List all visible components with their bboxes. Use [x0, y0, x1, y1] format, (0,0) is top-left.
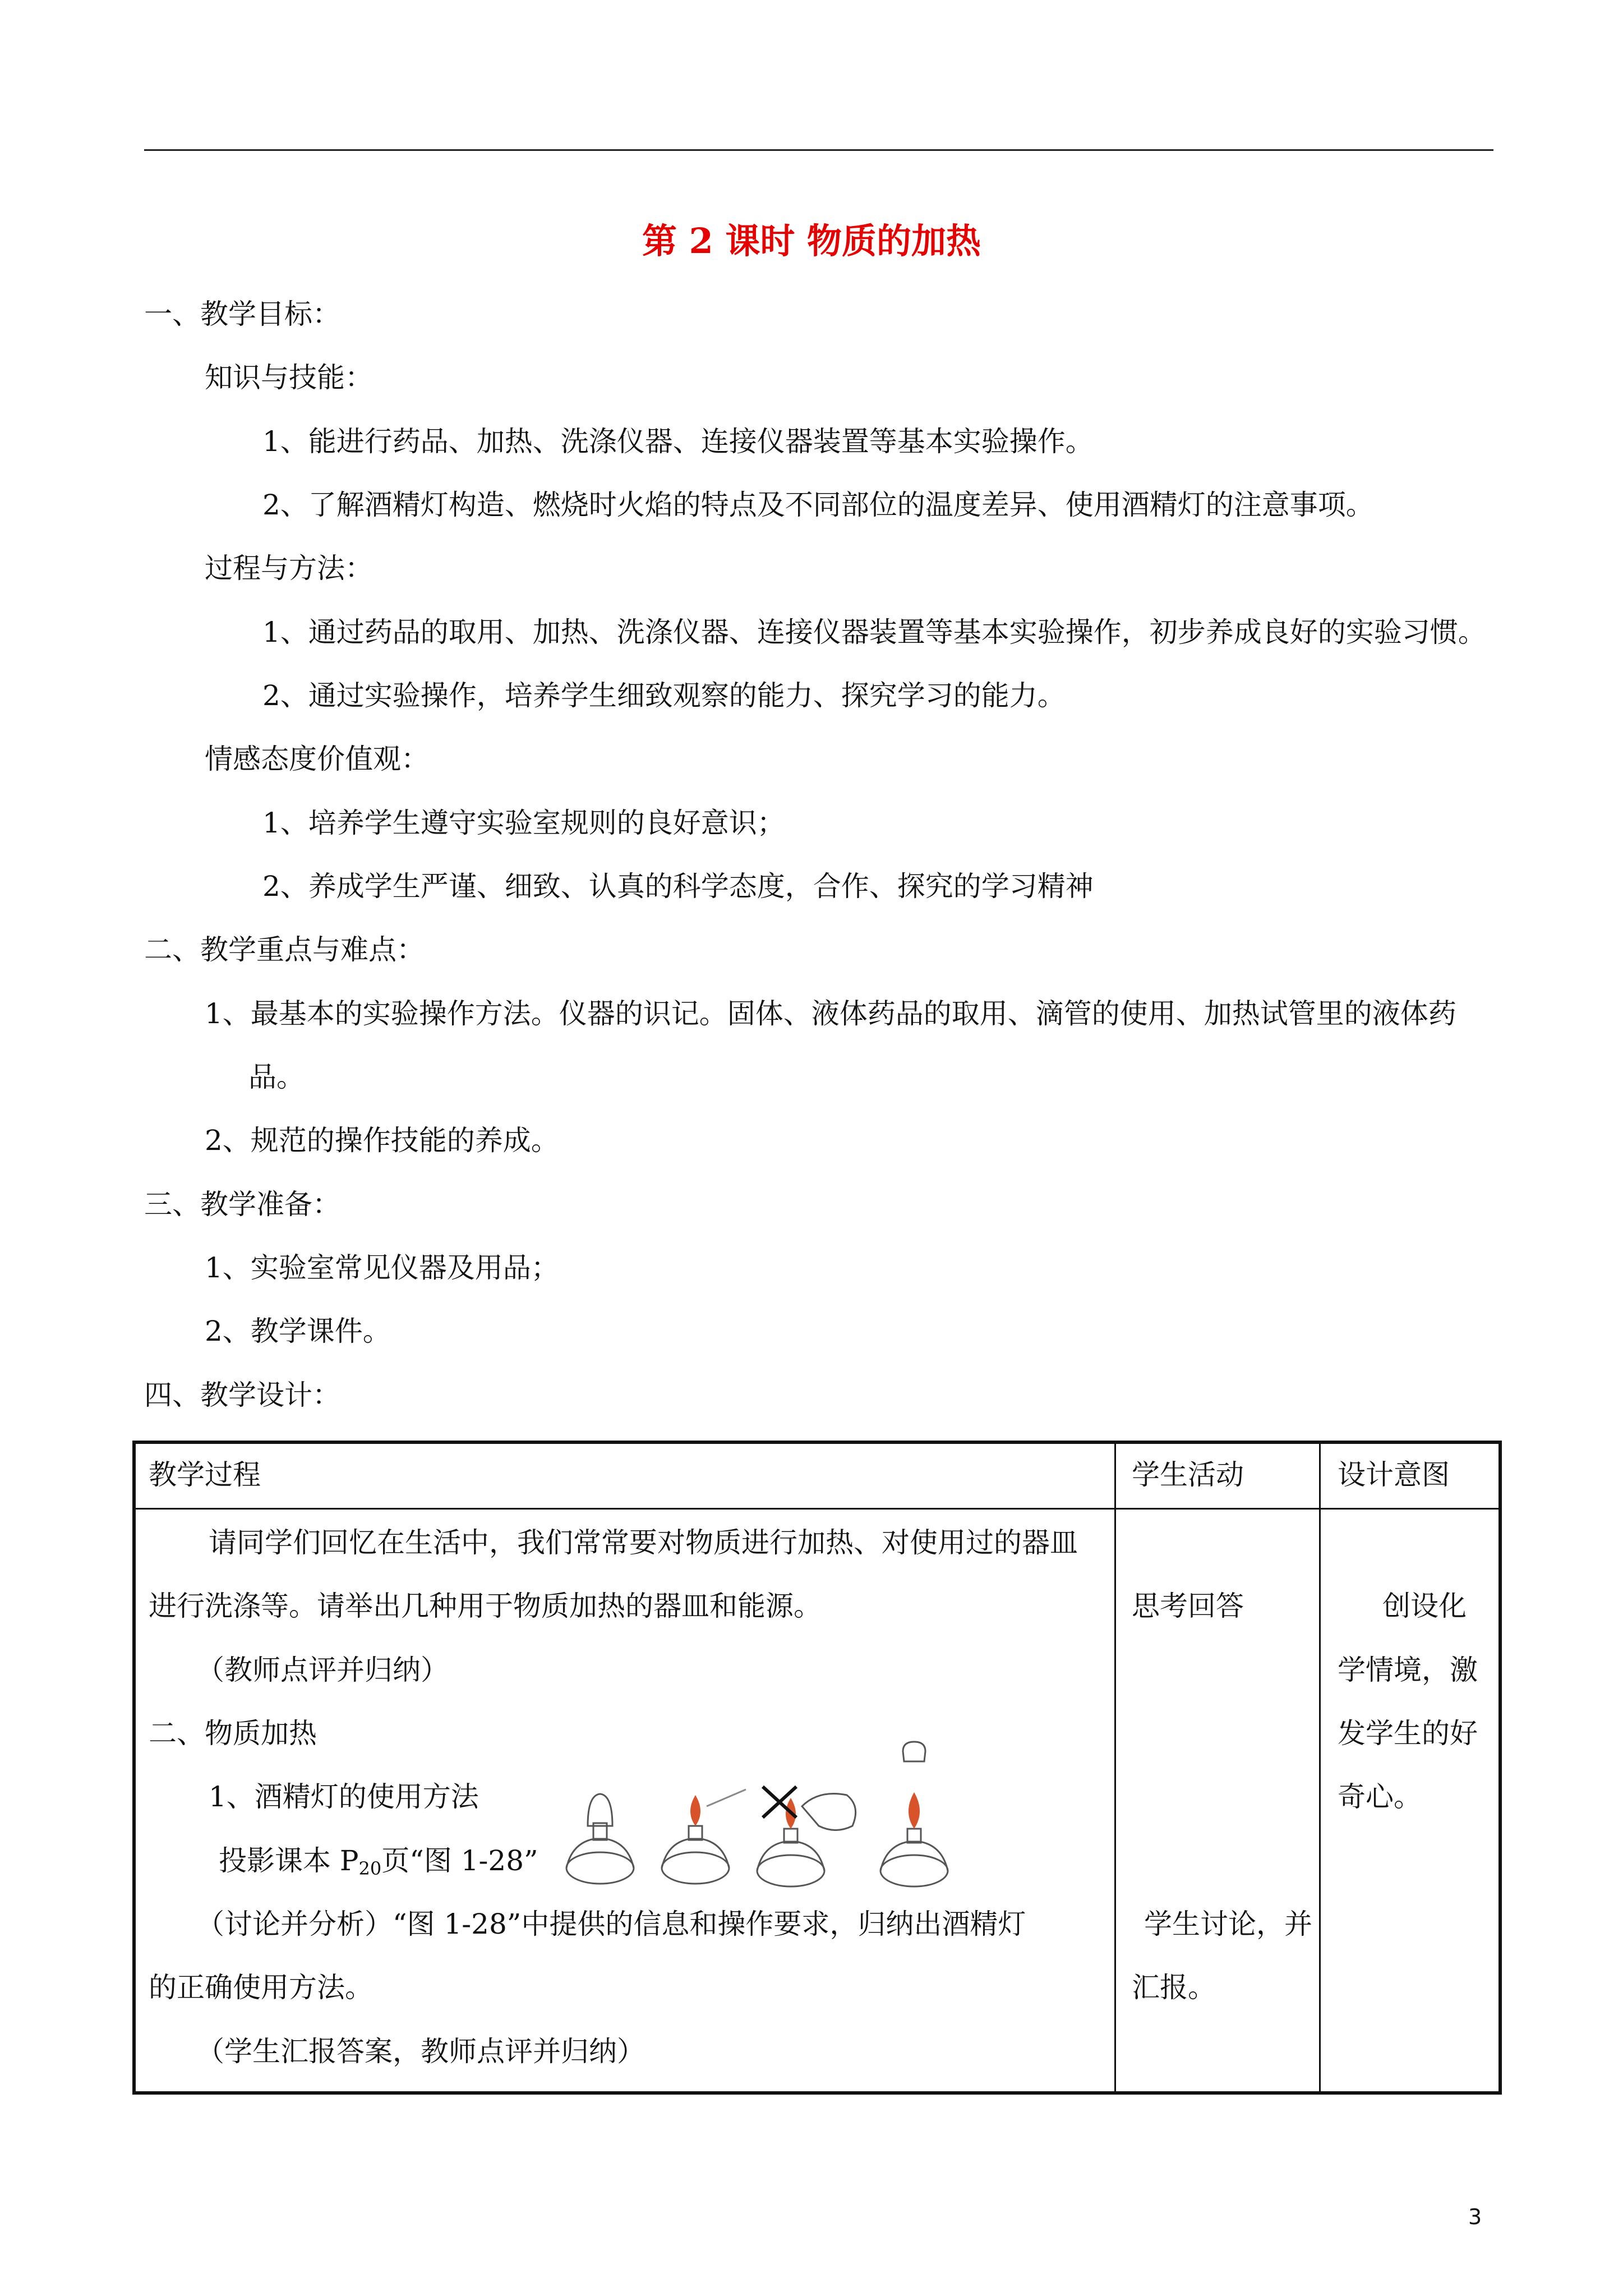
page-number: 3: [1468, 2205, 1482, 2229]
lit-lamp-match-icon: [662, 1789, 746, 1884]
process-item-2: 2、通过实验操作，培养学生细致观察的能力、探究学习的能力。: [262, 679, 1066, 712]
activity-text-2a: 学生讨论，并: [1144, 1908, 1312, 1940]
flame-icon: [690, 1795, 700, 1826]
subheading-knowledge: 知识与技能：: [205, 361, 373, 394]
process-item-1: 1、通过药品的取用、加热、洗涤仪器、连接仪器装置等基本实验操作，初步养成良好的实验习惯。: [262, 616, 1486, 648]
section-heading-objectives: 一、教学目标：: [144, 298, 340, 330]
section-heading-preparation: 三、教学准备：: [144, 1188, 340, 1221]
intent-text-3: 发学生的好: [1338, 1717, 1478, 1750]
key-point-1: 1、最基本的实验操作方法。仪器的识记。固体、液体药品的取用、滴管的使用、加热试管里的液体药: [205, 997, 1456, 1030]
alcohol-lamp-figure: [555, 1733, 970, 1896]
intent-text-2: 学情境，激: [1338, 1654, 1478, 1686]
emotion-item-1: 1、培养学生遵守实验室规则的良好意识；: [262, 807, 785, 839]
process-text-2: （教师点评并归纳）: [196, 1654, 449, 1686]
process-text-5: [219, 1844, 538, 1879]
page-title: 第 2 课时 物质的加热: [642, 220, 981, 261]
process-text-5-sub: 20: [358, 1858, 382, 1879]
capped-lamp-icon: [566, 1794, 634, 1884]
intent-text-1: 创设化: [1382, 1590, 1467, 1622]
process-text-4: 1、酒精灯的使用方法: [209, 1780, 479, 1813]
table-column-divider-2: [1319, 1441, 1321, 2095]
table-header-process: 教学过程: [149, 1458, 261, 1491]
activity-text-1: 思考回答: [1132, 1590, 1244, 1622]
subheading-process: 过程与方法：: [205, 552, 373, 585]
preparation-item-2: 2、教学课件。: [205, 1315, 391, 1347]
process-text-7: （学生汇报答案，教师点评并归纳）: [196, 2035, 645, 2068]
activity-text-2b: 汇报。: [1132, 1971, 1216, 2004]
process-text-6b: 的正确使用方法。: [149, 1971, 373, 2004]
table-header-activity: 学生活动: [1132, 1458, 1244, 1491]
emotion-item-2: 2、养成学生严谨、细致、认真的科学态度，合作、探究的学习精神: [262, 870, 1094, 903]
knowledge-item-2: 2、了解酒精灯构造、燃烧时火焰的特点及不同部位的温度差异、使用酒精灯的注意事项。: [262, 489, 1374, 521]
table-header-divider: [132, 1508, 1502, 1510]
preparation-item-1: 1、实验室常见仪器及用品；: [205, 1251, 559, 1284]
subheading-emotion: 情感态度价值观：: [205, 743, 429, 775]
process-text-1b: 进行洗涤等。请举出几种用于物质加热的器皿和能源。: [149, 1590, 822, 1622]
process-text-3: 二、物质加热: [149, 1717, 317, 1750]
process-text-1a: 请同学们回忆在生活中，我们常常要对物质进行加热、对使用过的器皿: [209, 1526, 1078, 1559]
process-text-6a: （讨论并分析）“图 1-28”中提供的信息和操作要求，归纳出酒精灯: [196, 1908, 1026, 1940]
table-header-intent: 设计意图: [1338, 1458, 1450, 1491]
section-heading-design: 四、教学设计：: [144, 1379, 340, 1411]
knowledge-item-1: 1、能进行药品、加热、洗涤仪器、连接仪器装置等基本实验操作。: [262, 425, 1094, 458]
key-point-2: 2、规范的操作技能的养成。: [205, 1124, 559, 1157]
process-text-5-post: 页“图 1-28”: [381, 1844, 538, 1877]
table-column-divider-1: [1114, 1441, 1116, 2095]
intent-text-4: 奇心。: [1338, 1780, 1422, 1813]
section-heading-key-points: 二、教学重点与难点：: [144, 933, 425, 966]
process-text-5-pre: 投影课本 P: [219, 1844, 359, 1877]
flame-icon: [909, 1792, 920, 1829]
key-point-1-continued: 品。: [248, 1061, 305, 1093]
header-rule: [144, 149, 1493, 151]
